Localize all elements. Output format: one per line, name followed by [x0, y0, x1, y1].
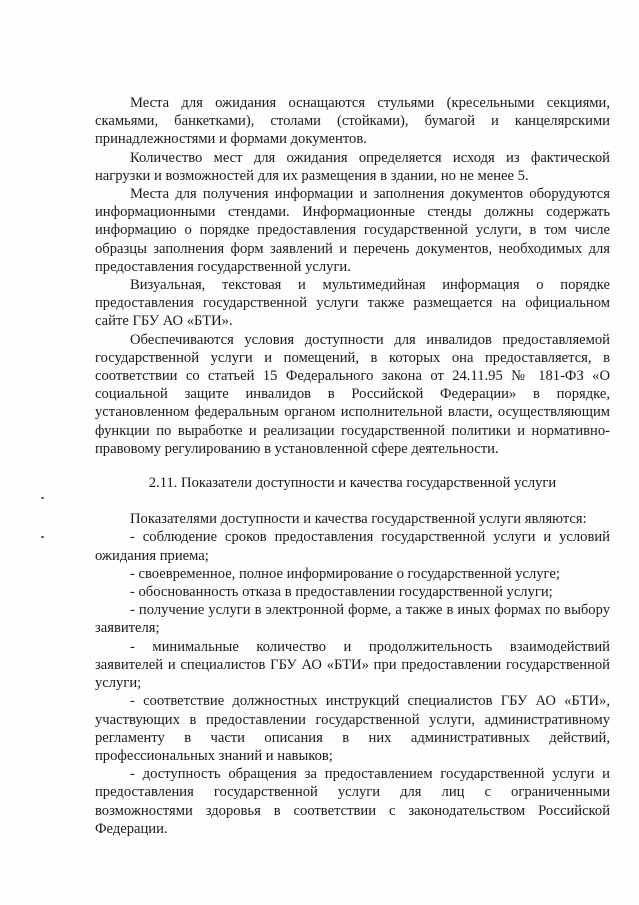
list-item: - обоснованность отказа в предоставлении государственной услуги; — [130, 584, 553, 601]
scan-mark — [41, 536, 44, 538]
section-heading: 2.11. Показатели доступности и качества государственной услуги — [148, 475, 557, 492]
list-item: - получение услуги в электронной форме, а также в иных формах по выбору заявителя; — [95, 602, 610, 637]
paragraph-accessibility: Обеспечиваются условия доступности для инвалидов предоставляемой государственной услуги и помещений, в которых она предоставляется, в соответствии со статьей 15 Федерального закона от 24.11.95 № 181-ФЗ «О социальной защите инвалидов в Российской Федерации» в порядке, установленном федеральным органом исполнительной власти, осуществляющим функции по выработке и реализации государственной политики и нормативно-правовому регулированию в установленной сфере деятельности. — [95, 331, 610, 457]
paragraph-official-site: Визуальная, текстовая и мультимедийная информация о порядке предоставления государственной услуги также размещается на официальном сайте ГБУ АО «БТИ». — [95, 277, 610, 330]
paragraph-info-stands: Места для получения информации и заполнения документов оборудуются информационными стендами. Информационные стенды должны содержать информацию о порядке предоставления государственной услуги, в том числе образцы заполнения форм заявлений и перечень документов, необходимых для предоставления государственной услуги. — [95, 186, 610, 275]
paragraph-seat-count: Количество мест для ожидания определяется исходя из фактической нагрузки и возможностей для их размещения в здании, но не менее 5. — [95, 149, 610, 184]
list-item: - доступность обращения за предоставлением государственной услуги и предоставления государственной услуги для лиц с ограниченными возможностями здоровья в соответствии с законодательством Российской Федерации. — [95, 766, 610, 837]
scan-mark — [41, 497, 44, 499]
list-item: - соблюдение сроков предоставления государственной услуги и условий ожидания приема; — [95, 529, 610, 564]
list-item: - соответствие должностных инструкций специалистов ГБУ АО «БТИ», участвующих в предоставлении государственной услуги, административному регламенту в части описания в них административных действий, профессиональных знаний и навыков; — [95, 693, 610, 764]
list-item: - минимальные количество и продолжительность взаимодействий заявителей и специалистов ГБУ АО «БТИ» при предоставлении государственной услуги; — [95, 638, 610, 692]
document-body — [95, 94, 610, 838]
paragraph-waiting-places: Места для ожидания оснащаются стульями (кресельными секциями, скамьями, банкетками), столами (стойками), бумагой и канцелярскими принадлежностями и формами документов. — [95, 95, 610, 148]
list-item: - своевременное, полное информирование о государственной услуге; — [130, 565, 560, 582]
paragraph-indicators-intro: Показателями доступности и качества государственной услуги являются: — [130, 511, 587, 528]
